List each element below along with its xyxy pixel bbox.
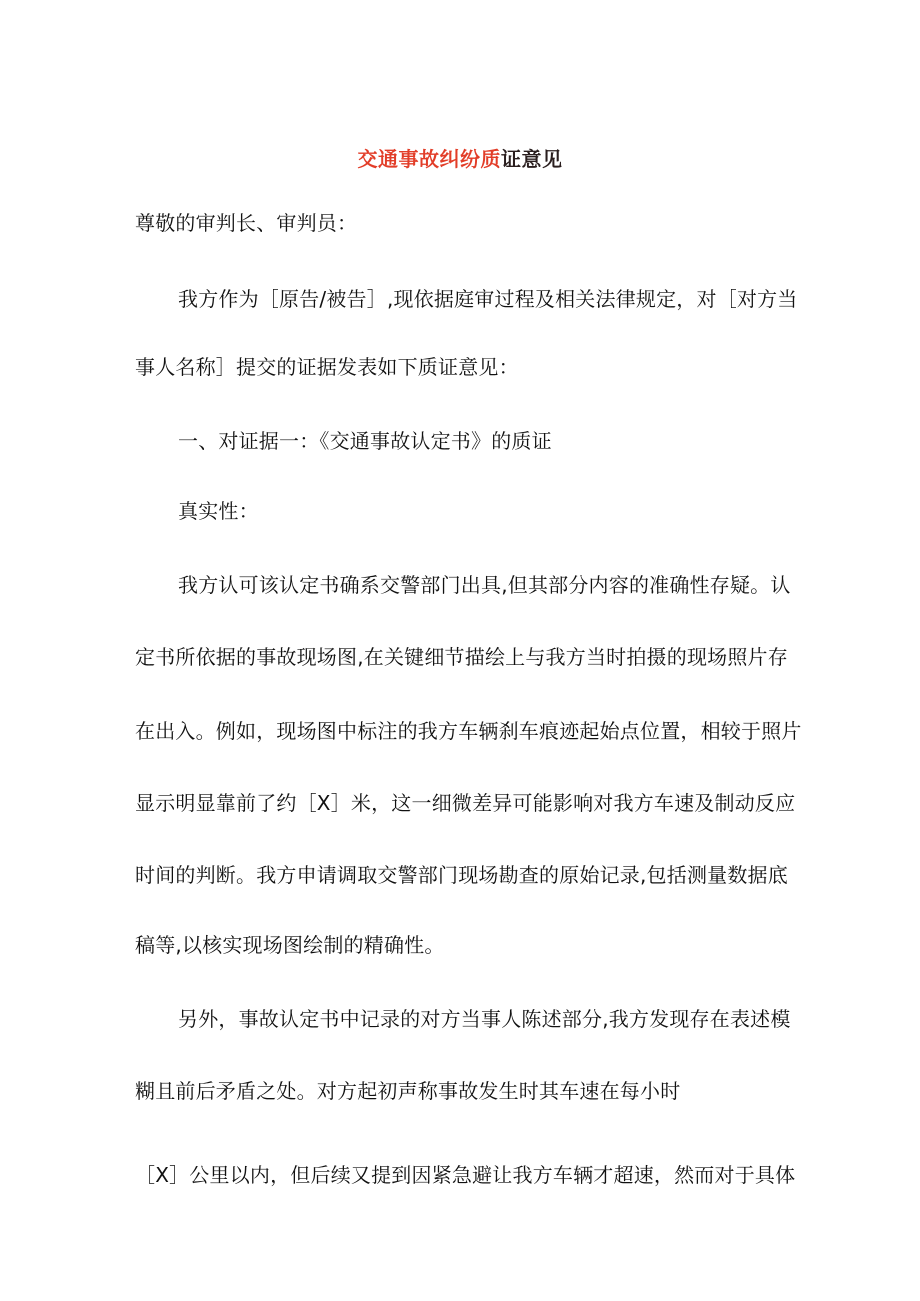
subsection-heading: 真实性： — [178, 499, 259, 523]
paragraph-line: 时间的判断。我方申请调取交警部门现场勘查的原始记录,包括测量数据底 — [135, 863, 788, 887]
paragraph-line: 定书所依据的事故现场图,在关键细节描绘上与我方当时拍摄的现场照片存 — [135, 645, 788, 669]
paragraph-line: 另外，事故认定书中记录的对方当事人陈述部分,我方发现存在表述模 — [178, 1007, 791, 1031]
paragraph-line: 稿等,以核实现场图绘制的精确性。 — [135, 933, 445, 957]
paragraph-line: 事人名称］提交的证据发表如下质证意见： — [135, 355, 519, 379]
title-dark-part: 证意见 — [501, 147, 563, 171]
paragraph-line: 我方认可该认定书确系交警部门出具,但其部分内容的准确性存疑。认 — [178, 573, 791, 597]
paragraph-line: 显示明显靠前了约［X］米，这一细微差异可能影响对我方车速及制动反应 — [135, 791, 796, 815]
paragraph-line: 糊且前后矛盾之处。对方起初声称事故发生时其车速在每小时 — [135, 1079, 681, 1103]
paragraph-line: 在出入。例如，现场图中标注的我方车辆刹车痕迹起始点位置，相较于照片 — [135, 719, 802, 743]
salutation: 尊敬的审判长、审判员： — [135, 211, 358, 235]
paragraph-line: 我方作为［原告/被告］,现依据庭审过程及相关法律规定，对［对方当 — [178, 287, 798, 311]
title-red-part: 交通事故纠纷质 — [357, 147, 501, 171]
section-heading: 一、对证据一：《交通事故认定书》的质证 — [178, 429, 552, 453]
document-title — [0, 144, 920, 174]
paragraph-line: ［X］公里以内，但后续又提到因紧急避让我方车辆才超速，然而对于具体 — [135, 1163, 796, 1187]
